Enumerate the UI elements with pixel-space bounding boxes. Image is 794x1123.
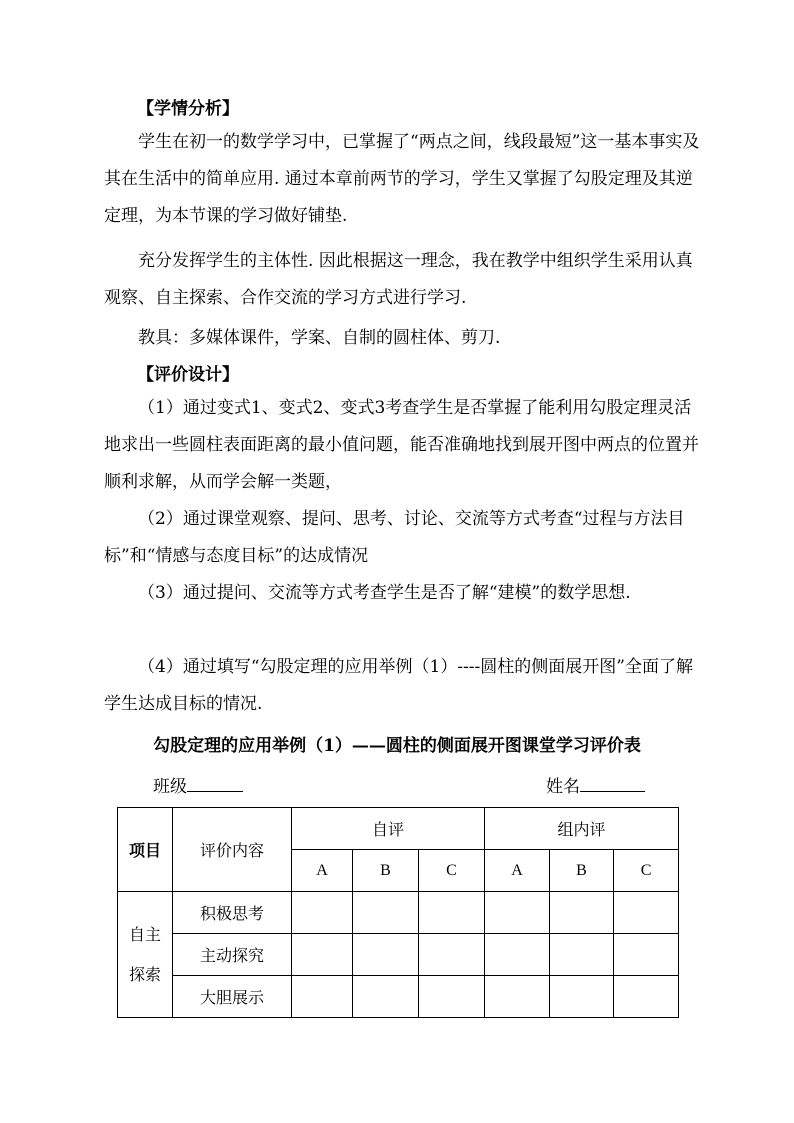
- table-cell[interactable]: [353, 892, 419, 934]
- row-label-active-thinking: 积极思考: [173, 892, 292, 934]
- evaluation-item-1: （1）通过变式1、变式2、变式3考查学生是否掌握了能利用勾股定理灵活地求出一些圆柱表面距离的最小值问题，能否准确地找到展开图中两点的位置并顺利求解，从而学会解一类题，: [104, 398, 699, 492]
- grade-b-self: B: [353, 850, 419, 892]
- class-blank: [187, 773, 243, 792]
- evaluation-item-3: （3）通过提问、交流等方式考查学生是否了解“建模”的数学思想.: [138, 583, 631, 603]
- heading-evaluation-design: 【评价设计】: [137, 365, 239, 385]
- class-field: [153, 773, 243, 800]
- heading-student-analysis: 【学情分析】: [137, 99, 239, 119]
- evaluation-item-2: （2）通过课堂观察、提问、思考、讨论、交流等方式考查“过程与方法目标”和“情感与态度目标”的达成情况: [104, 509, 685, 566]
- paragraph-teaching-philosophy: 充分发挥学生的主体性. 因此根据这一理念，我在教学中组织学生采用认真观察、自主探索、合作交流的学习方式进行学习.: [104, 251, 693, 308]
- table-cell[interactable]: [419, 976, 485, 1018]
- table-cell[interactable]: [614, 976, 679, 1018]
- table-cell[interactable]: [485, 892, 550, 934]
- table-cell[interactable]: [485, 934, 550, 976]
- table-cell[interactable]: [292, 892, 353, 934]
- table-cell[interactable]: [550, 976, 614, 1018]
- evaluation-item-4: （4）通过填写“勾股定理的应用举例（1）----圆柱的侧面展开图”全面了解学生达成目标的情况.: [104, 657, 693, 714]
- category-self-exploration: 自主探索: [118, 892, 173, 1018]
- table-cell[interactable]: [550, 892, 614, 934]
- table-cell[interactable]: [292, 934, 353, 976]
- class-label: 班级: [153, 777, 187, 797]
- grade-a-self: A: [292, 850, 353, 892]
- table-cell[interactable]: [419, 934, 485, 976]
- row-label-bold-presentation: 大胆展示: [173, 976, 292, 1018]
- name-label: 姓名: [546, 777, 580, 797]
- table-cell[interactable]: [353, 934, 419, 976]
- paragraph-teaching-aids: 教具：多媒体课件，学案、自制的圆柱体、剪刀.: [138, 328, 501, 348]
- table-cell[interactable]: [292, 976, 353, 1018]
- paragraph-student-background: 学生在初一的数学学习中，已掌握了“两点之间，线段最短”这一基本事实及其在生活中的简单应用. 通过本章前两节的学习，学生又掌握了勾股定理及其逆定理，为本节课的学习做好铺垫.: [104, 132, 700, 226]
- header-group-evaluation: 组内评: [485, 808, 679, 850]
- table-cell[interactable]: [419, 892, 485, 934]
- table-cell[interactable]: [353, 976, 419, 1018]
- evaluation-table-title: 勾股定理的应用举例（1）——圆柱的侧面展开图课堂学习评价表: [153, 736, 641, 756]
- table-cell[interactable]: [550, 934, 614, 976]
- grade-a-group: A: [485, 850, 550, 892]
- header-content: 评价内容: [173, 808, 292, 892]
- grade-b-group: B: [550, 850, 614, 892]
- row-label-active-inquiry: 主动探究: [173, 934, 292, 976]
- table-cell[interactable]: [485, 976, 550, 1018]
- evaluation-table: [117, 807, 679, 1018]
- table-cell[interactable]: [614, 892, 679, 934]
- grade-c-group: C: [614, 850, 679, 892]
- header-item: 项目: [118, 808, 173, 892]
- header-self-evaluation: 自评: [292, 808, 485, 850]
- name-field: [546, 773, 645, 800]
- name-blank: [580, 773, 645, 792]
- table-cell[interactable]: [614, 934, 679, 976]
- grade-c-self: C: [419, 850, 485, 892]
